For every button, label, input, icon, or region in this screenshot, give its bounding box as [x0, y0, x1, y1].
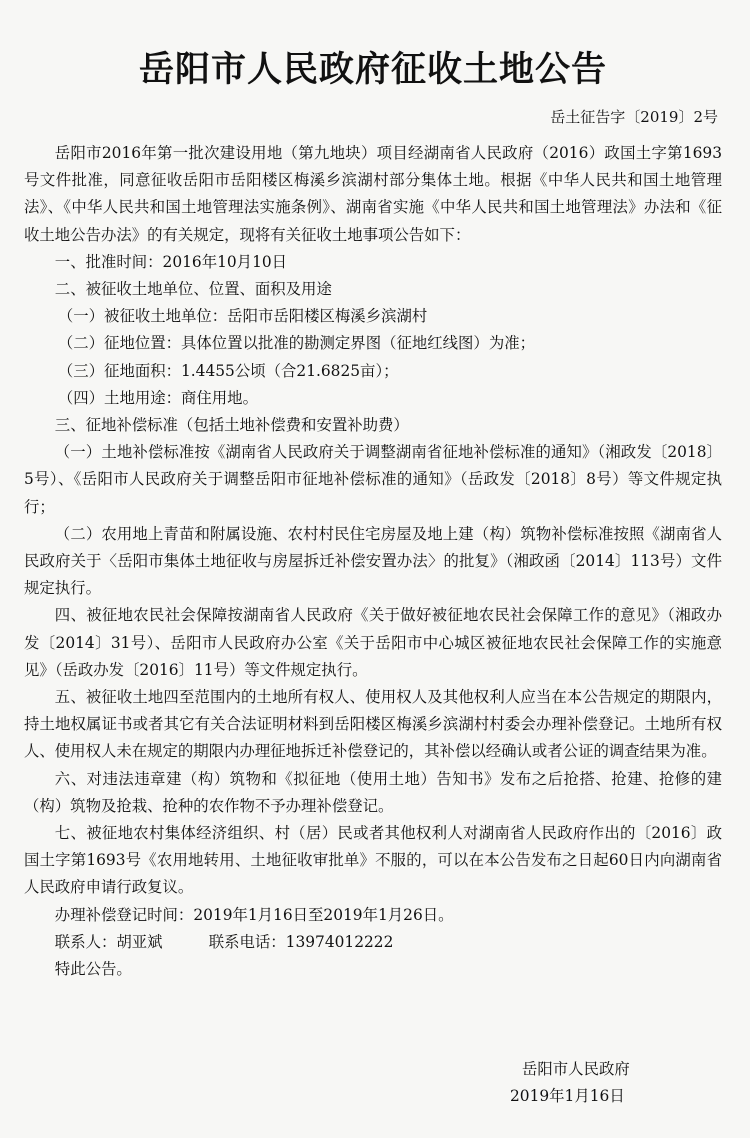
section-6: 六、对违法违章建（构）筑物和《拟征地（使用土地）告知书》发布之后抢搭、抢建、抢修的建（构）筑物及抢栽、抢种的农作物不予办理补偿登记。 — [24, 769, 722, 815]
section-5: 五、被征收土地四至范围内的土地所有权人、使用权人及其他权利人应当在本公告规定的期限内，持土地权属证书或者其它有关合法证明材料到岳阳楼区梅溪乡滨湖村村委会办理补偿登记。土地所有权人、使用权人未在规定的期限内办理征地拆迁补偿登记的，其补偿以经确认或者公证的调查结果为准。 — [24, 688, 722, 761]
section-3-item-2: （二）农用地上青苗和附属设施、农村村民住宅房屋及地上建（构）筑物补偿标准按照《湖南省人民政府关于〈岳阳市集体土地征收与房屋拆迁补偿安置办法〉的批复》（湘政函〔2014〕113号）文件规定执行。 — [24, 524, 722, 598]
signature-date: 2019年1月16日 — [510, 1087, 625, 1105]
section-4: 四、被征地农民社会保障按湖南省人民政府《关于做好被征地农民社会保障工作的意见》（湘政办发〔2014〕31号）、岳阳市人民政府办公室《关于岳阳市中心城区被征地农民社会保障工作的实施意见》（岳政办发〔2016〕11号）等文件规定执行。 — [24, 606, 722, 679]
closing-phrase: 特此公告。 — [54, 960, 132, 979]
signature-block — [510, 1056, 630, 1110]
section-3: 三、征地补偿标准（包括土地补偿费和安置补助费） — [54, 416, 409, 435]
section-2-item-2: （二）征地位置：具体位置以批准的勘测定界图（征地红线图）为准； — [57, 334, 535, 353]
intro-paragraph: 岳阳市2016年第一批次建设用地（第九地块）项目经湖南省人民政府（2016）政国土字第1693号文件批准，同意征收岳阳市岳阳楼区梅溪乡滨湖村部分集体土地。根据《中华人民共和国土地管理法》、《中华人民共和国土地管理法实施条例》、湖南省实施《中华人民共和国土地管理法》办法和《征收土地公告办法》的有关规定，现将有关征收土地事项公告如下： — [24, 144, 722, 244]
section-2: 二、被征收土地单位、位置、面积及用途 — [54, 280, 332, 299]
section-2-item-3: （三）征地面积：1.4455公顷（合21.6825亩）； — [57, 361, 399, 380]
section-1: 一、批准时间：2016年10月10日 — [54, 252, 288, 271]
document-number: 岳土征告字〔2019〕2号 — [550, 108, 718, 126]
section-7: 七、被征地农村集体经济组织、村（居）民或者其他权利人对湖南省人民政府作出的〔2016〕政国土字第1693号《农用地转用、土地征收审批单》不服的，可以在本公告发布之日起60日内向湖南省人民政府申请行政复议。 — [24, 824, 722, 897]
section-2-item-1: （一）被征收土地单位：岳阳市岳阳楼区梅溪乡滨湖村 — [57, 307, 428, 326]
signature-org: 岳阳市人民政府 — [522, 1060, 630, 1078]
notice-body — [24, 140, 722, 983]
section-2-item-4: （四）土地用途：商住用地。 — [57, 388, 258, 407]
registration-time: 办理补偿登记时间：2019年1月16日至2019年1月26日。 — [54, 905, 454, 924]
contact-info: 联系人：胡亚斌 联系电话：13974012222 — [54, 932, 394, 951]
section-3-item-1: （一）土地补偿标准按《湖南省人民政府关于调整湖南省征地补偿标准的通知》（湘政发〔2018〕5号）、《岳阳市人民政府关于调整岳阳市征地补偿标准的通知》（岳政发〔2018〕8号）等文件规定执行； — [24, 443, 722, 516]
page-title: 岳阳市人民政府征收土地公告 — [138, 50, 607, 90]
